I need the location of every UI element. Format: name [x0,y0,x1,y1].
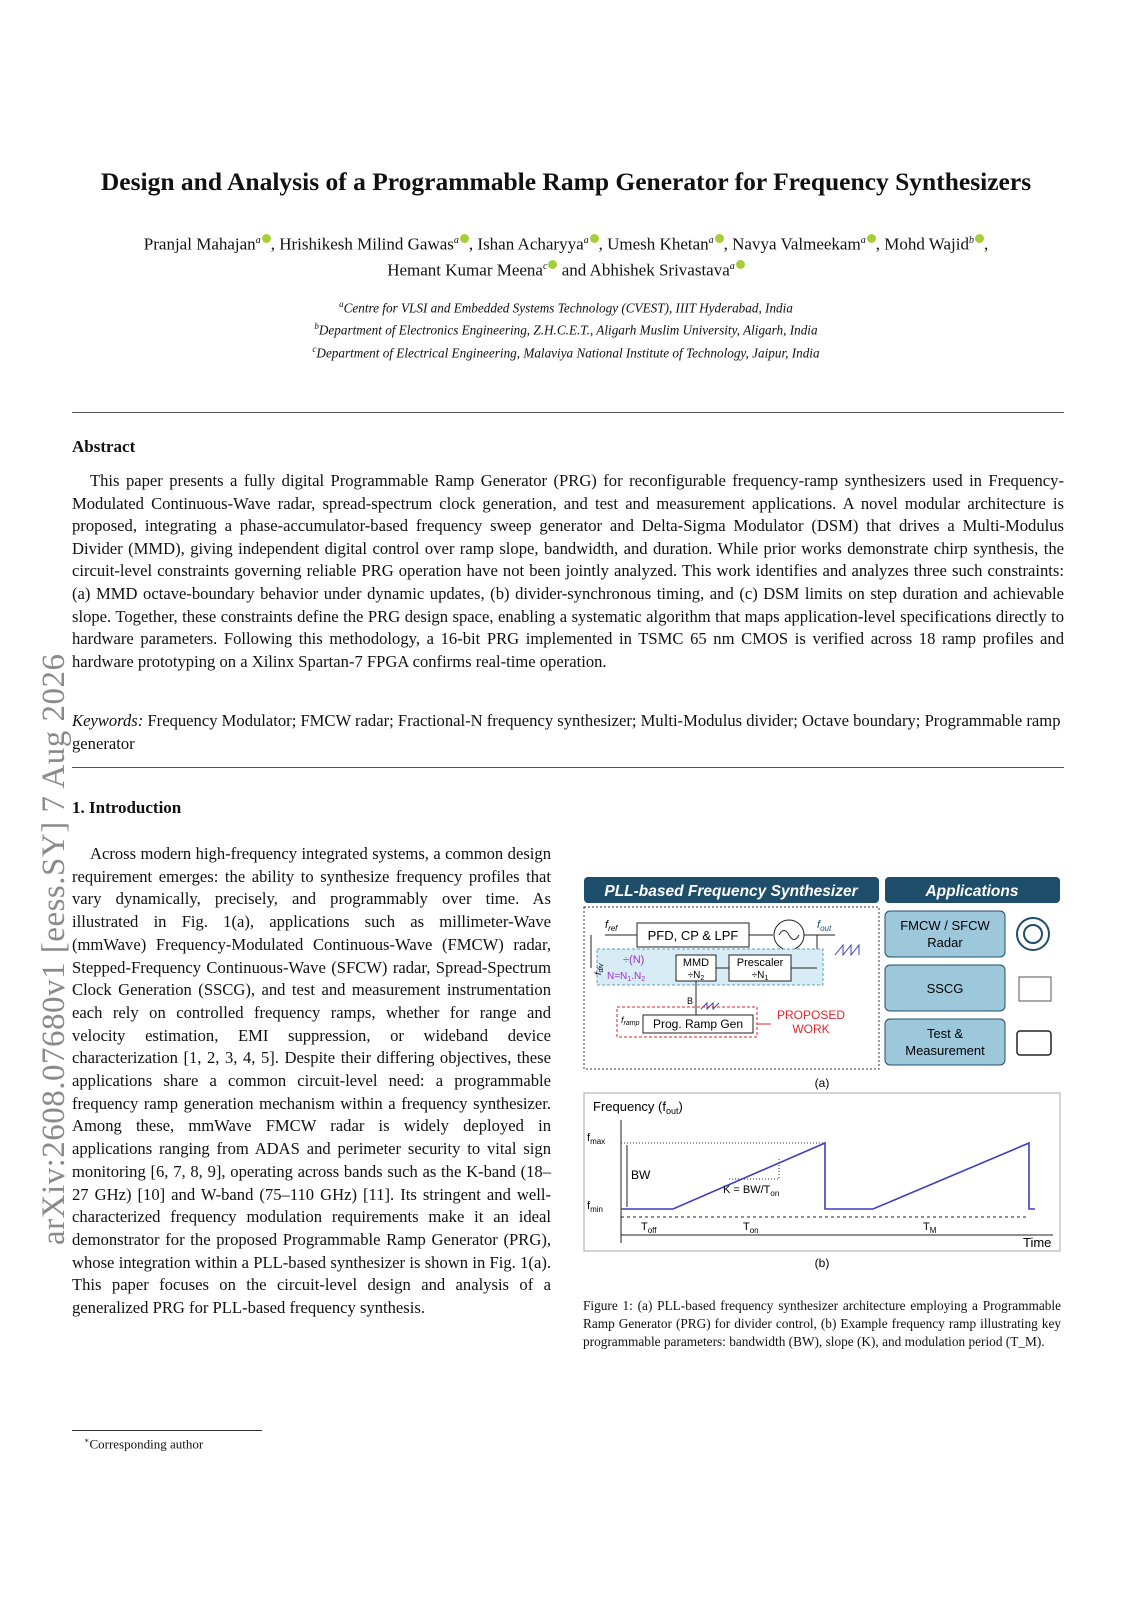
fout-ramp-glyph [835,945,859,955]
author-affiliation-mark: b [968,235,974,246]
app-test-line1: Test & [926,1026,964,1041]
author-affiliation-mark: a [453,235,459,246]
app-test-line2: Measurement [905,1043,985,1058]
ramp-xlabel: Time [1023,1235,1052,1250]
n-equation: $N=N_1.N_2$ [607,971,646,983]
keywords [72,710,1064,755]
orcid-icon[interactable] [736,260,745,269]
prescaler-div-text: $\div N_1$ [751,970,769,982]
top-rule [72,412,1064,413]
arxiv-stamp: arXiv:2608.07680v1 [eess.SY] 7 Aug 2026 [36,653,72,1245]
affiliation-c: $^c$Department of Electrical Engineering, Malaviya National Institute of Technology, Jaipur, India [312,343,820,361]
figure-1-svg [583,875,1061,1275]
abstract-heading: Abstract [72,437,136,456]
bw-label: BW [631,1168,651,1182]
affiliation-a: $^a$Centre for VLSI and Embedded Systems Technology (CVEST), IIIT Hyderabad, India [339,299,793,316]
mmd-text: MMD [682,957,710,969]
author-affiliation-mark: c [542,260,548,272]
panel-b-label: (b) [814,1256,830,1270]
div-n-label: ÷(N) [623,954,645,966]
ton-label: $T_{on}$ [743,1221,759,1235]
author-name: Mohd Wajid [884,234,969,254]
footnote-text: Corresponding author [89,1436,204,1452]
affiliation-list [72,295,1060,362]
author-name: Hemant Kumar Meena [387,260,543,280]
framp-label: $f_{ramp}$ [621,1015,640,1027]
app-radar-line2: Radar [927,935,963,950]
fmin-label: $f_{min}$ [587,1200,603,1214]
author-affiliation-mark: a [255,235,261,246]
section-heading: 1. Introduction [72,798,182,817]
author-name: Umesh Khetan [607,234,709,254]
fout-label: $f_{out}$ [817,919,832,933]
radar-icon-inner [1024,925,1042,943]
oscilloscope-icon [1017,1031,1051,1055]
orcid-icon[interactable] [262,234,271,243]
fdiv-label: $f_{div}$ [593,963,605,975]
mid-rule [72,767,1064,768]
author-name: Abhishek Srivastava [589,260,730,280]
tm-label: $T_M$ [923,1221,937,1235]
orcid-icon[interactable] [867,234,876,243]
fmax-label: $f_{max}$ [587,1132,606,1146]
orcid-icon[interactable] [715,234,724,243]
author-affiliation-mark: a [729,260,735,272]
fref-label: $f_{ref}$ [605,919,618,933]
footnote: ∗Corresponding author [84,1436,204,1452]
figure-caption: Figure 1: (a) PLL-based frequency synthesizer architecture employing a Programmable Ramp Generator (PRG) for divider control, (b) Example frequency ramp illustrating key programmable parameters: bandwidth (BW), slope (K), and modulation period (T_M). [583,1298,1061,1349]
app-radar-line1: FMCW / SFCW [900,918,990,933]
toff-label: $T_{off}$ [641,1221,657,1235]
keywords-text: Frequency Modulator; FMCW radar; Fractional-N frequency synthesizer; Multi-Modulus divider; Octave boundary; Programmable ramp generator [72,711,1061,753]
abstract-body: This paper presents a fully digital Programmable Ramp Generator (PRG) for reconfigurable frequency-ramp synthesizers used in Frequency-Modulated Continuous-Wave radar, spread-spectrum clock generation, and test and measurement applications. A novel modular architecture is proposed, integrating a phase-accumulator-based frequency sweep generator and Delta-Sigma Modulator (DSM) that drives a Multi-Modulus Divider (MMD), giving independent digital control over ramp slope, bandwidth, and duration. While prior works demonstrate chirp synthesis, the circuit-level constraints governing reliable PRG operation have not been jointly analyzed. This work identifies and analyzes three such constraints: (a) MMD octave-boundary behavior under dynamic updates, (b) divider-synchronous timing, and (c) DSM limits on step duration and achievable slope. Together, these constraints define the PRG design space, enabling a systematic algorithm that maps application-level specifications directly to hardware parameters. Following this methodology, a 16-bit PRG implemented in TSMC 65 nm CMOS is verified across 18 ramp profiles and hardware prototyping on a Xilinx Spartan-7 FPGA confirms real-time operation. [72,471,1064,671]
mmd-div-text: $\div N_2$ [687,970,705,982]
author-name: Hrishikesh Milind Gawas [279,234,454,254]
proposed-text-2: WORK [792,1022,830,1036]
prg-text: Prog. Ramp Gen [652,1017,744,1031]
author-name: Navya Valmeekam [732,234,861,254]
panel-a-label: (a) [814,1076,830,1090]
introduction-body: Across modern high-frequency integrated systems, a common design requirement emerges: the ability to synthesize frequency profiles that vary dynamically, precisely, and programmably over time. As illustrated in Fig. 1(a), applications such as millimeter-Wave (mmWave) Frequency-Modulated Continuous-Wave (FMCW) radar, Stepped-Frequency Continuous-Wave (SFCW) radar, Spread-Spectrum Clock Generation (SSCG), and test and measurement instrumentation each rely on controlled frequency ramps, whether for range and velocity estimation, EMI suppression, or wideband device characterization [1, 2, 3, 4, 5]. Despite their differing objectives, these applications share a common circuit-level need: a programmable frequency ramp generation mechanism within a frequency synthesizer. Among these, mmWave FMCW radar is widely deployed in applications ranging from ADAS and perimeter security to vital sign monitoring [6, 7, 8, 9], operating across bands such as the K-band (18–27 GHz) [10] and W-band (75–110 GHz) [11]. Its stringent and well-characterized frequency modulation requirements make it an ideal demonstrator for the proposed Programmable Ramp Generator (PRG), whose integration within a PLL-based synthesizer is shown in Fig. 1(a). This paper focuses on the circuit-level design and analysis of a generalized PRG for PLL-based frequency synthesis. [72,844,551,1318]
paper-title: Design and Analysis of a Programmable Ramp Generator for Frequency Synthesizers [100,167,1032,196]
pfd-text: PFD, CP & LPF [647,928,739,943]
footnote-rule [72,1430,262,1431]
radar-icon [1017,918,1049,950]
orcid-icon[interactable] [590,234,599,243]
figure-1 [583,875,1061,1275]
prescaler-text: Prescaler [736,957,784,969]
orcid-icon[interactable] [460,234,469,243]
author-affiliation-mark: a [860,235,866,246]
proposed-text-1: PROPOSED [776,1008,846,1022]
author-and: and [557,260,590,280]
chip-icon [1019,977,1051,1001]
author-affiliation-mark: a [708,235,714,246]
author-name: Ishan Acharyya [477,234,584,254]
apps-header-text: Applications [925,883,1019,900]
b-label: B [687,996,694,1006]
pll-header-text: PLL-based Frequency Synthesizer [604,883,858,900]
author-list: Pranjal Mahajan$^a$ , Hrishikesh Milind Gawas$^a$ , Ishan Acharyya$^a$ , Umesh Khetan$^a$ , Navya Valmeekam$^a$ , Mohd Wajid$^b$ , Hemant Kumar Meena$^c$ and Abhishek Srivastava$^a$ [143,234,989,280]
ramp-ylabel: Frequency $(f_{out})$ [593,1099,683,1116]
author-name: Pranjal Mahajan [143,234,256,254]
slope-label: $K = BW/T_{on}$ [723,1184,780,1198]
affiliation-b: $^b$Department of Electronics Engineering, Z.H.C.E.T., Aligarh Muslim University, Aligarh, India [314,321,818,338]
b-ramp-glyph [701,1003,719,1009]
keywords-label: Keywords: [72,711,144,730]
orcid-icon[interactable] [975,234,984,243]
app-sscg-text: SSCG [926,981,964,996]
author-affiliation-mark: a [583,235,589,246]
